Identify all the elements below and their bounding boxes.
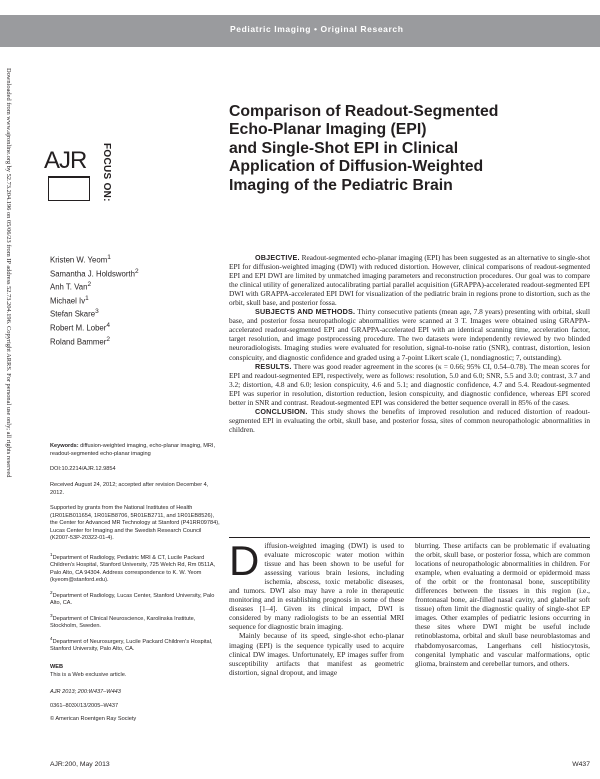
intro-paragraph: Mainly because of its speed, single-shot echo-planar imaging (EPI) is the sequence typically used to acquire clinical DW images. Unfortunately, EP images suffer from susceptibility artifacts that manifest as geometric distortion, signal dropout, and image bbox=[229, 631, 404, 677]
ajr-focus-logo bbox=[44, 143, 110, 211]
received-date: Received August 24, 2012; accepted after revision December 4, 2012. bbox=[50, 482, 209, 496]
abstract-methods: SUBJECTS AND METHODS. Thirty consecutive patients (mean age, 7.8 years) presenting with orbital, skull base, and posterior fossa neuropathologic abnormalities were scanned at 3 T. Images were obtained using GRAPPA-accelerated readout-segmented EPI and GRAPPA-accelerated EPI with an identical scanning time, acceleration factor, target resolution, and image postprocessing procedure. The two datasets were independently reviewed by two blinded neuroradiologists. Imaging studies were evaluated for resolution, signal-to-noise ratio (SNR), contrast, distortion, lesion conspicuity, and diagnostic confidence and graded using a 7-point Likert scale (1, nondiagnostic; 7, outstanding). bbox=[229, 307, 590, 362]
body-column-2 bbox=[415, 541, 590, 668]
author: Kristen W. Yeom$^1$ bbox=[50, 254, 111, 265]
keywords bbox=[50, 443, 220, 458]
web-text: This is a Web exclusive article. bbox=[50, 671, 127, 678]
affiliation: $^4$Department of Neurosurgery, Lucile Packard Children's Hospital, Stanford University, Palo Alto, CA. bbox=[50, 636, 213, 653]
web-note bbox=[50, 664, 220, 679]
download-notice-text: Downloaded from www.ajronline.org by 52.73.204.196 on 05/06/23 from IP address 52.73.204.196. Copyright ARRS. For personal use only; all rights reserved bbox=[5, 68, 12, 478]
abstract-conclusion: CONCLUSION. This study shows the benefits of improved resolution and reduced distortion of readout-segmented EPI in evaluating the orbit, skull base, and posterior fossa, sites of common neuropathologic abnormalities in children. bbox=[229, 406, 590, 434]
abstract-objective: OBJECTIVE. Readout-segmented echo-planar imaging (EPI) has been suggested as an alternative to single-shot EPI for diffusion-weighted imaging (DWI) with reduced distortion. However, clinical comparisons of readout-segmented EPI and EPI DWI are limited by unmatched imaging parameters and reconstruction procedures. Our goal was to compare the clinical utility of generalized autocalibrating partial parallel acquisition (GRAPPA)-accelerated readout-segmented EPI DWI with GRAPPA-accelerated EPI DWI for visualization of the pediatric brain in regions prone to distortion, such as the orbit, skull base, and posterior fossa. bbox=[229, 253, 590, 308]
running-head: Pediatric Imaging • Original Research bbox=[230, 24, 404, 34]
section-divider bbox=[229, 537, 590, 538]
author: Roland Bammer$^2$ bbox=[50, 335, 110, 347]
affiliation: $^1$Department of Radiology, Pediatric MRI & CT, Lucile Packard Children's Hospital, Stanford University, 725 Welch Rd, Rm 0511A, Palo Alto, CA 94304. Address correspondence to K. W. Yeom (kyeom@stanford.edu). bbox=[50, 552, 216, 584]
abstract bbox=[229, 253, 590, 434]
issn: 0361–803X/13/2005–W437 bbox=[50, 703, 119, 709]
author-list bbox=[50, 252, 220, 347]
funding-note: Supported by grants from the National Institutes of Health (1R01EB011654, 1R01EB8706, 5R01EB2711, and 1R01EB8526), the Center for Advanced MR Technology at Stanford (P41RR09784), Lucas Center for Imaging and the Swedish Research Council (K2007-53P-20322-01-4). bbox=[50, 505, 220, 541]
author: Stefan Skare$^3$ bbox=[50, 308, 99, 319]
copyright: © American Roentgen Ray Society bbox=[50, 716, 137, 722]
logo-letters: AJR bbox=[44, 147, 87, 174]
body-column-1 bbox=[229, 537, 404, 677]
intro-paragraph: Diffusion-weighted imaging (DWI) is used to evaluate microscopic water motion within tissue and has been shown to be useful for assessing various brain lesions, including ischemia, abscess, toxic metabolic diseases, and tumors. DWI also may have a role in therapeutic monitoring and in establishing prognosis in some of these diseases [1–4]. Given its clinical impact, DWI is considered by many radiologists to be an essential MRI sequence for diagnostic brain imaging. bbox=[229, 537, 404, 632]
title-line: Echo-Planar Imaging (EPI) bbox=[229, 121, 427, 139]
abstract-results: RESULTS. There was good reader agreement in the scores (κ = 0.66; 95% CI, 0.54–0.78). The mean scores for EPI and readout-segmented EPI, respectively, were as follows: resolution, 5.0 and 6.0; SNR, 5.5 and 3.0; contrast, 3.7 and 3.2; distortion, 4.8 and 6.0; lesion conspicuity, 4.6 and 5.1; and diagnostic confidence, 4.7 and 5.4. Readout-segmented EPI was superior in resolution, distortion reduction, lesion conspicuity, and diagnostic confidence, whereas EPI scored better in SNR and contrast. Readout-segmented EPI was considered the better sequence overall in 85% of the cases. bbox=[229, 361, 590, 407]
citation: AJR 2013; 200:W437–W443 bbox=[50, 689, 121, 695]
title-line: Comparison of Readout-Segmented bbox=[229, 103, 499, 120]
logo-frame bbox=[48, 176, 90, 201]
keywords-label: Keywords: bbox=[50, 443, 79, 449]
drop-cap: D bbox=[229, 537, 260, 584]
article-title bbox=[229, 103, 589, 195]
author: Samantha J. Holdsworth$^2$ bbox=[50, 267, 139, 279]
author: Robert M. Lober$^4$ bbox=[50, 321, 110, 333]
download-notice bbox=[2, 68, 12, 668]
keywords-text: diffusion-weighted imaging, echo-planar imaging, MRI, readout-segmented echo-planar imaging bbox=[50, 443, 216, 457]
author: Anh T. Van$^2$ bbox=[50, 281, 92, 292]
footer-page-number: W437 bbox=[572, 761, 590, 768]
logo-tagline: FOCUS ON: bbox=[101, 143, 112, 202]
title-line: Application of Diffusion-Weighted bbox=[229, 158, 484, 176]
title-line: and Single-Shot EPI in Clinical bbox=[229, 139, 459, 157]
affiliation: $^3$Department of Clinical Neuroscience, Karolinska Institute, Stockholm, Sweden. bbox=[50, 613, 196, 630]
intro-paragraph: blurring. These artifacts can be problematic if evaluating the orbit, skull base, or posterior fossa, which are common locations of neuropathologic abnormalities in children. For example, when evaluating a dermoid or epidermoid mass of the orbit or the frontonasal bone, susceptibility differences between the tissues in this region (i.e., frontonasal bone, air-filled nasal cavity, and glabellar soft tissue) often limit the diagnostic quality of single-shot EP images. Other examples of pediatric lesions occurring in these sites where DWI might be useful include retinoblastoma, orbital and skull base neuroblastomas and rhabdomyosarcomas, Langerhans cell histiocytosis, congenital lymphatic and vascular malformations, optic glioma, brainstem and cerebellar tumors, and others. bbox=[415, 541, 590, 668]
affiliation: $^2$Department of Radiology, Lucas Center, Stanford University, Palo Alto, CA. bbox=[50, 590, 215, 607]
footer-journal: AJR:200, May 2013 bbox=[50, 761, 110, 768]
author: Michael Iv$^1$ bbox=[50, 294, 89, 306]
doi: DOI:10.2214/AJR.12.9854 bbox=[50, 466, 116, 472]
web-label: WEB bbox=[50, 664, 64, 670]
title-line: Imaging of the Pediatric Brain bbox=[229, 176, 453, 194]
